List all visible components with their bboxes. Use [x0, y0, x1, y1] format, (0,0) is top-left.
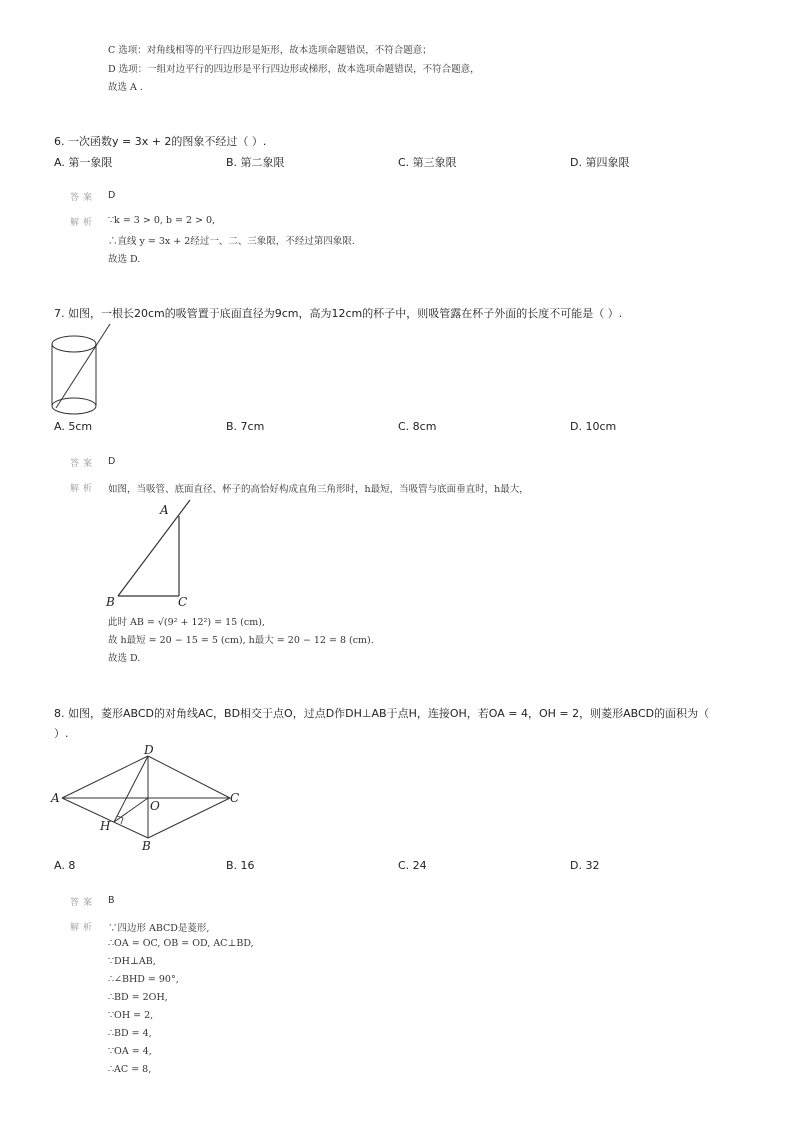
q7-stem: 7. 如图，一根长20cm的吸管置于底面直径为9cm，高为12cm的杯子中，则吸管露在杯子外面的长度不可能是（ ）. — [54, 307, 623, 320]
rhombus-label-b: B — [142, 839, 151, 853]
q7-answer: D — [108, 456, 116, 467]
q7-option-d: D. 10cm — [570, 420, 617, 433]
q6-option-d: D. 第四象限 — [570, 156, 630, 169]
rhombus-label-d: D — [144, 743, 154, 757]
q8-stem-line-1: 8. 如图，菱形ABCD的对角线AC，BD相交于点O，过点D作DH⊥AB于点H，连接OH，若OA = 4，OH = 2，则菱形ABCD的面积为（ — [54, 707, 710, 720]
q6-analysis-tag: 解析 — [70, 218, 97, 228]
q7-analysis-tag: 解析 — [70, 484, 97, 494]
q8-stem-line-2: ）. — [54, 727, 69, 740]
q8-answer-tag: 答案 — [70, 898, 97, 908]
q8-analysis-tag: 解析 — [70, 923, 97, 933]
q7-analysis-line-1: 此时 AB = √(9² + 12²) = 15 (cm), — [108, 617, 265, 628]
rhombus-label-h: H — [100, 819, 111, 833]
prev-solution-choose: 故选 A . — [108, 82, 143, 93]
q6-option-c: C. 第三象限 — [398, 156, 457, 169]
q7-analysis-intro: 如图，当吸管、底面直径、杯子的高恰好构成直角三角形时，h最短，当吸管与底面垂直时，h最大， — [108, 484, 529, 495]
q8-option-d: D. 32 — [570, 859, 600, 872]
q8-analysis-line-2: ∴OA = OC, OB = OD, AC⊥BD, — [108, 938, 254, 949]
q8-analysis-line-4: ∴∠BHD = 90°, — [108, 974, 179, 985]
prev-solution-line-d: D 选项：一组对边平行的四边形是平行四边形或梯形，故本选项命题错误，不符合题意， — [108, 64, 480, 75]
cup-straw-figure — [50, 322, 112, 418]
q7-option-a: A. 5cm — [54, 420, 93, 433]
rhombus-label-o: O — [150, 799, 160, 813]
q8-option-a: A. 8 — [54, 859, 76, 872]
q7-option-c: C. 8cm — [398, 420, 437, 433]
q6-answer: D — [108, 190, 116, 201]
q7-answer-tag: 答案 — [70, 459, 97, 469]
rhombus-figure — [50, 742, 246, 852]
q6-option-b: B. 第二象限 — [226, 156, 285, 169]
q8-option-c: C. 24 — [398, 859, 427, 872]
q6-analysis-line-2: ∴直线 y = 3x + 2经过一、二、三象限，不经过第四象限. — [108, 236, 355, 247]
q6-answer-tag: 答案 — [70, 193, 97, 203]
q8-answer: B — [108, 895, 115, 906]
q8-analysis-line-3: ∵DH⊥AB, — [108, 956, 156, 967]
q6-analysis-line-1: ∵k = 3 > 0, b = 2 > 0, — [108, 215, 216, 226]
prev-solution-line-c: C 选项：对角线相等的平行四边形是矩形，故本选项命题错误，不符合题意； — [108, 45, 432, 56]
q6-option-a: A. 第一象限 — [54, 156, 113, 169]
right-triangle-figure — [104, 498, 200, 608]
q6-analysis-line-3: 故选 D. — [108, 254, 141, 265]
triangle-label-a: A — [160, 503, 169, 517]
rhombus-label-a: A — [51, 791, 60, 805]
q8-analysis-line-7: ∴BD = 4, — [108, 1028, 152, 1039]
rhombus-label-c: C — [230, 791, 240, 805]
q6-stem: 6. 一次函数y = 3x + 2的图象不经过（ ）. — [54, 135, 267, 148]
q8-analysis-line-6: ∵OH = 2, — [108, 1010, 154, 1021]
q7-analysis-line-3: 故选 D. — [108, 653, 141, 664]
q8-analysis-line-1: ∵四边形 ABCD是菱形, — [108, 923, 210, 934]
triangle-label-c: C — [178, 595, 188, 609]
q7-analysis-line-2: 故 h最短 = 20 − 15 = 5 (cm), h最大 = 20 − 12 = 8 (cm). — [108, 635, 374, 646]
q8-analysis-line-8: ∵OA = 4, — [108, 1046, 152, 1057]
q7-option-b: B. 7cm — [226, 420, 265, 433]
q8-option-b: B. 16 — [226, 859, 255, 872]
q8-analysis-line-9: ∴AC = 8, — [108, 1064, 152, 1075]
triangle-label-b: B — [106, 595, 115, 609]
q8-analysis-line-5: ∴BD = 2OH, — [108, 992, 168, 1003]
